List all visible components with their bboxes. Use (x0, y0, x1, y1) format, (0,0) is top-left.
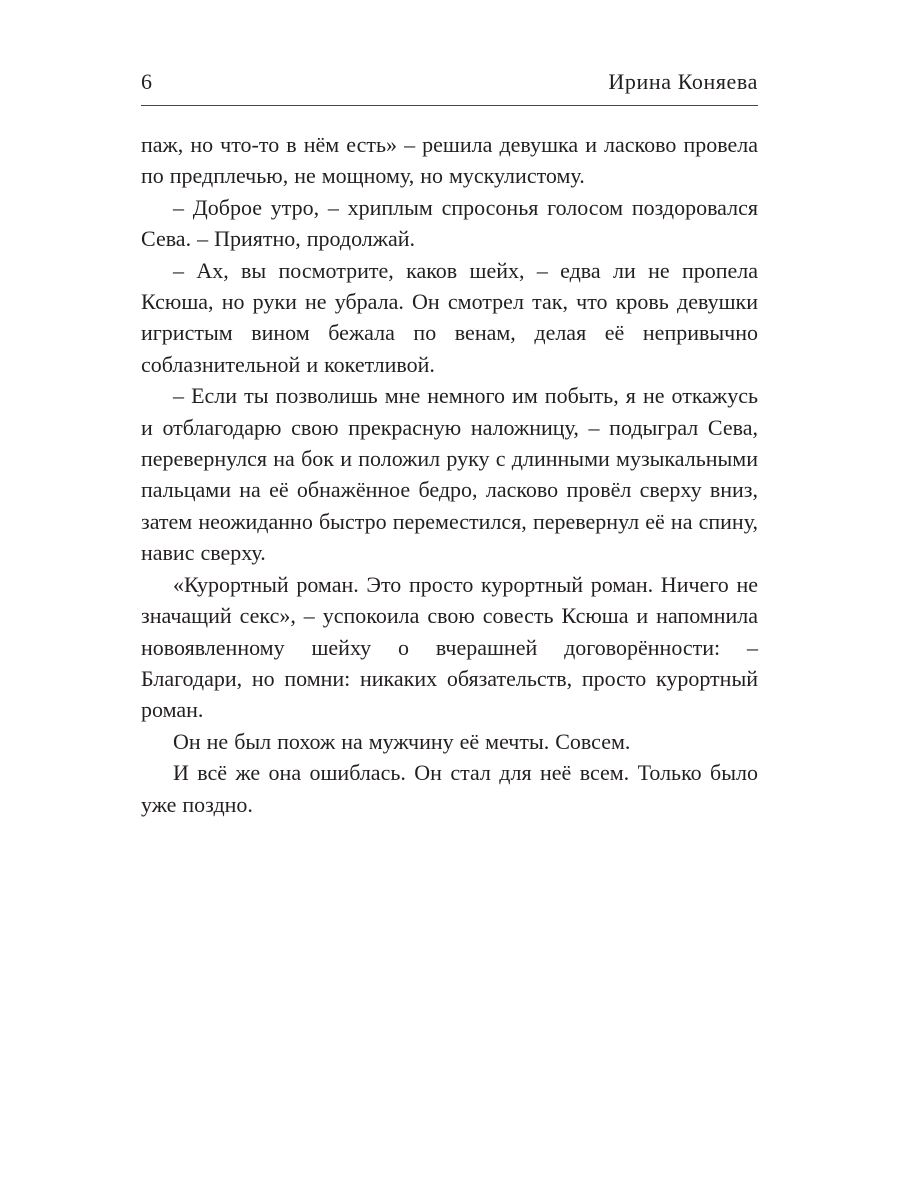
author-name: Ирина Коняева (608, 69, 758, 94)
header-rule (141, 105, 758, 106)
paragraph: – Доброе утро, – хриплым спросонья голосом поздоровался Сева. – Приятно, продолжай. (141, 194, 758, 252)
page-number: 6 (141, 69, 152, 94)
paragraph: И всё же она ошиблась. Он стал для неё всем. Только было уже поздно. (141, 760, 758, 817)
body-text (141, 129, 758, 820)
paragraph: – Если ты позволишь мне немного им побыть, я не откажусь и отблагодарю свою прекрасную наложницу, – подыграл Сева, перевернулся на бок и положил руку с длинными музыкальными пальцами на её обнажённое бедро, ласково провёл сверху вниз, затем неожиданно быстро переместился, перевернул её на спину, навис сверху. (141, 383, 758, 566)
paragraph: паж, но что-то в нём есть» – решила девушка и ласково провела по предплечью, не мощному, но мускулистому. (141, 132, 758, 189)
paragraph: Он не был похож на мужчину её мечты. Совсем. (173, 728, 631, 754)
paragraph: – Ах, вы посмотрите, каков шейх, – едва ли не пропела Ксюша, но руки не убрала. Он смотрел так, что кровь девушки игристым вином бежала по венам, делая её непривычно соблазнительной и кокетливой. (141, 257, 758, 377)
running-header (141, 66, 758, 98)
paragraph: «Курортный роман. Это просто курортный роман. Ничего не значащий секс», – успокоила свою совесть Ксюша и напомнила новоявленному шейху о вчерашней договорённости: – Благодари, но помни: никаких обязательств, просто курортный роман. (141, 571, 758, 723)
